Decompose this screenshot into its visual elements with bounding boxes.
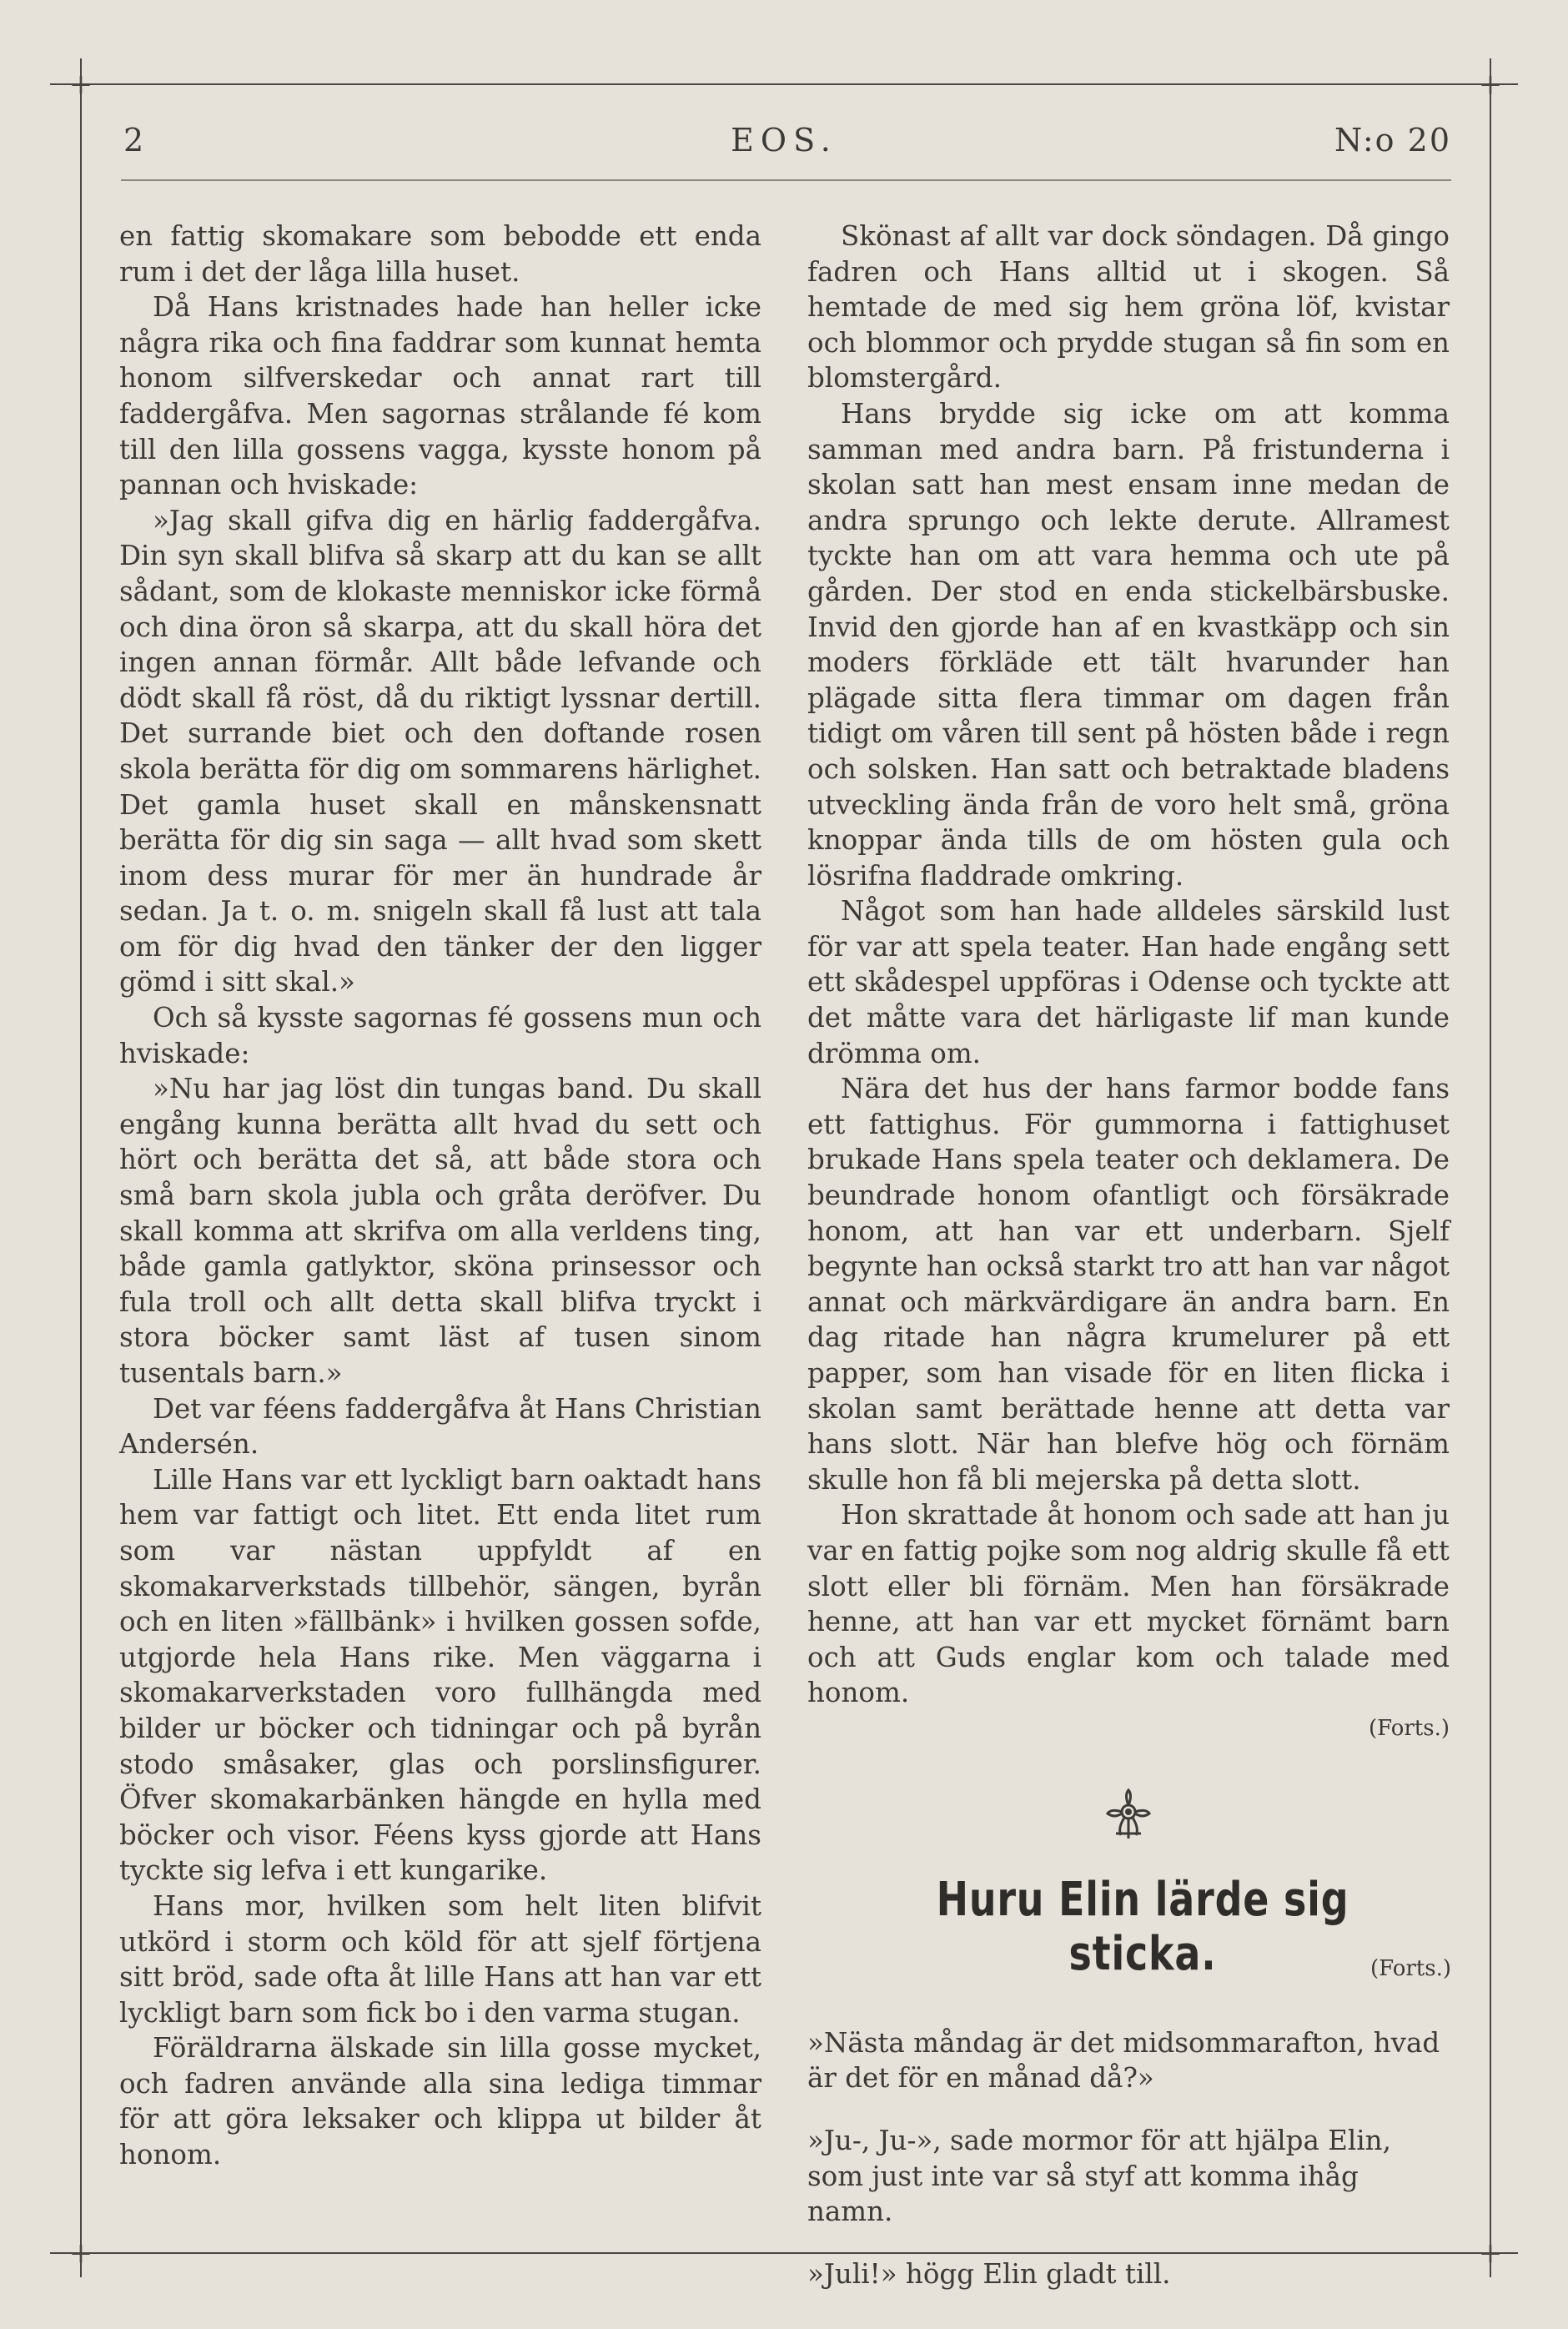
issue-number: N:o 20 bbox=[1334, 122, 1451, 158]
page-header bbox=[117, 117, 1451, 167]
paragraph: Och så kysste sagornas fé gossens mun och hviskade: bbox=[119, 1002, 761, 1069]
paragraph: »Jag skall gifva dig en härlig faddergåfva. Din syn skall blifva så skarp att du kan se allt sådant, som de klokaste menniskor icke förmå och dina öron så skarpa, att du skall höra det ingen annan förmår. Allt både lefvande och dödt skall få röst, då du riktigt lyssnar dertill. Det surrande biet och den doftande rosen skola berätta för dig om sommarens härlighet. Det gamla huset skall en månskensnatt berätta för dig sin saga — allt hvad som skett inom dess murar för mer än hundrade år sedan. Ja t. o. m. snigeln skall få lust att tala om för dig hvad den tänker der den ligger gömd i sitt skal.» bbox=[119, 504, 761, 999]
corner-cross-icon: + bbox=[1478, 68, 1503, 101]
paragraph: Skönast af allt var dock söndagen. Då gingo fadren och Hans alltid ut i skogen. Så hemtade de med sig hem gröna löf, kvistar och blommor och prydde stugan så fin som en blomstergård. bbox=[807, 220, 1450, 395]
paragraph: Lille Hans var ett lyckligt barn oaktadt hans hem var fattigt och litet. Ett enda litet rum som var nästan uppfyldt af en skomakarverkstads tillbehör, sängen, byrån och en liten »fällbänk» i hvilken gossen sofde, utgjorde hela Hans rike. Men väggarna i skomakarverkstaden voro fullhängda med bilder ur böcker och tidningar och på byrån stodo småsaker, glas och porslinsfigurer. Öfver skomakarbänken hängde en hylla med böcker och visor. Féens kyss gjorde att Hans tyckte sig lefva i ett kungarike. bbox=[119, 1463, 761, 1887]
paragraph: Nära det hus der hans farmor bodde fans ett fattighus. För gummorna i fattighuset brukade Hans spela teater och deklamera. De beundrade honom ofantligt och försäkrade honom, att han var ett underbarn. Sjelf begynte han också starkt tro att han var något annat och märkvärdigare än andra barn. En dag ritade han några krumelurer på ett papper, som han visade för en liten flicka i skolan samt berättade henne att detta var hans slott. När han blefve hög och förnäm skulle hon få bli mejerska på detta slott. bbox=[807, 1073, 1450, 1496]
journal-title: EOS. bbox=[731, 122, 837, 158]
corner-cross-icon: + bbox=[1478, 2236, 1503, 2270]
section-forts-label: (Forts.) bbox=[1369, 1956, 1451, 1981]
section-body bbox=[807, 1998, 1450, 2320]
paragraph: Föräldrarna älskade sin lilla gosse mycket, och fadren använde alla sina lediga timmar för att göra leksaker och klippa ut bilder åt honom. bbox=[119, 2032, 761, 2171]
section-title: Huru Elin lärde sig sticka. bbox=[936, 1873, 1349, 1981]
paragraph: Hans brydde sig icke om att komma samman med andra barn. På fristunderna i skolan satt han mest ensam inne medan de andra sprungo och lekte derute. Allramest tyckte han om att vara hemma och ute på gården. Der stod en enda stickelbärsbuske. Invid den gjorde han af en kvastkäpp och sin moders förkläde ett tält hvarunder han plägade sitta flera timmar om dagen från tidigt om våren till sent på hösten både i regn och solsken. Han satt och betraktade bladens utveckling ända från de voro helt små, gröna knoppar ända tills de om hösten gula och lösrifna fladdrade omkring. bbox=[807, 397, 1450, 892]
paragraph: Något som han hade alldeles särskild lust för var att spela teater. Han hade engång sett ett skådespel uppföras i Odense och tyckte att det måtte vara det härligaste lif man kunde drömma om. bbox=[807, 895, 1450, 1069]
paragraph: »Nu har jag löst din tungas band. Du skall engång kunna berätta allt hvad du sett och hört och berätta det så, att både stora och små barn skola jubla och gråta deröfver. Du skall komma att skrifva om alla verldens ting, både gamla gatlyktor, sköna prinsessor och fula troll och allt detta skall blifva tryckt i stora böcker samt läst af tusen sinom tusentals barn.» bbox=[119, 1073, 761, 1389]
paragraph: »Nästa måndag är det midsommarafton, hvad är det för en månad då?» bbox=[807, 2026, 1440, 2095]
paragraph: Då Hans kristnades hade han heller icke några rika och fina faddrar som kunnat hemta honom silfverskedar och annat rart till faddergåfva. Men sagornas strålande fé kom till den lilla gossens vagga, kysste honom på pannan och hviskade: bbox=[119, 291, 761, 501]
corner-cross-icon: + bbox=[68, 2236, 93, 2270]
frame-top-rule bbox=[50, 83, 1518, 85]
paragraph: »Juli!» högg Elin gladt till. bbox=[807, 2258, 1171, 2291]
paragraph: en fattig skomakare som bebodde ett enda rum i det der låga lilla huset. bbox=[119, 220, 761, 288]
paragraph: Det var féens faddergåfva åt Hans Christian Andersén. bbox=[119, 1392, 761, 1461]
page-number: 2 bbox=[123, 122, 146, 158]
right-column bbox=[807, 219, 1450, 1747]
header-divider bbox=[121, 179, 1451, 181]
left-column bbox=[119, 219, 761, 2173]
frame-left-rule bbox=[80, 58, 82, 2277]
forts-label: (Forts.) bbox=[1368, 1715, 1450, 1741]
paragraph: Hans mor, hvilken som helt liten blifvit utkörd i storm och köld för att sjelf förtjena sitt bröd, sade ofta åt lille Hans att han var ett lyckligt barn som fick bo i den varma stugan. bbox=[119, 1889, 761, 2029]
frame-right-rule bbox=[1490, 58, 1491, 2277]
paragraph: Hon skrattade åt honom och sade att han ju var en fattig pojke som nog aldrig skulle få ett slott eller bli förnäm. Men han försäkrade henne, att han var ett mycket förnämt barn och att Guds englar kom och talade med honom. bbox=[807, 1499, 1450, 1709]
corner-cross-icon: + bbox=[68, 68, 93, 101]
paragraph: »Ju-, Ju-», sade mormor för att hjälpa Elin, som just inte var så styf att komma ihåg namn. bbox=[807, 2125, 1391, 2228]
flower-ornament-icon bbox=[1099, 1785, 1158, 1844]
